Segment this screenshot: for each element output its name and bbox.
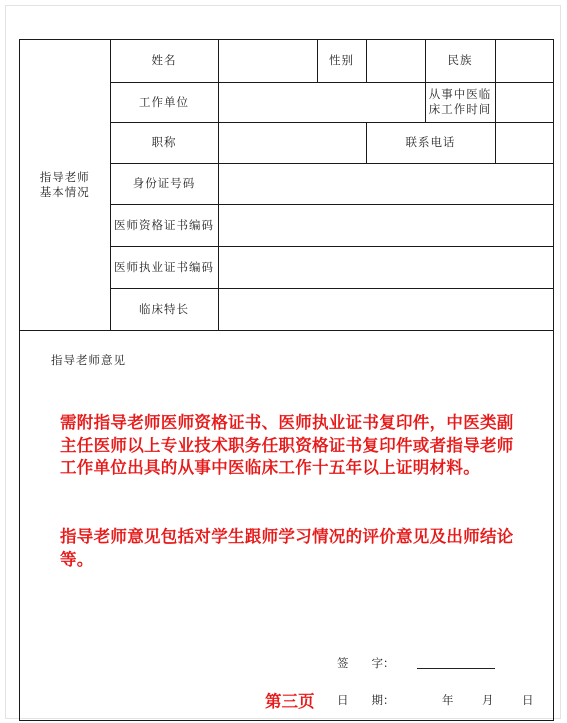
year-label: 年: [442, 693, 454, 707]
specialty-label: 临床特长: [110, 288, 218, 330]
tcm-years-label: 从事中医临 床工作时间: [425, 82, 495, 122]
title-label: 职称: [110, 122, 218, 163]
opinion-title: 指导老师意见: [51, 353, 126, 367]
qualification-cert-field[interactable]: [218, 204, 553, 246]
section-label-basic-info: 指导老师 基本情况: [20, 40, 110, 330]
work-unit-label: 工作单位: [110, 82, 218, 122]
note-paragraph-1: 需附指导老师医师资格证书、医师执业证书复印件，中医类副主任医师以上专业技术职务任职资格证书复印件或者指导老师工作单位出具的从事中医临床工作十五年以上证明材料。: [60, 413, 514, 477]
month-label: 月: [482, 693, 494, 707]
basic-info-table: [20, 40, 553, 331]
ethnicity-field[interactable]: [495, 40, 553, 82]
ethnicity-label: 民族: [425, 40, 495, 82]
tcm-years-field[interactable]: [495, 82, 553, 122]
opinion-section: [20, 330, 553, 720]
specialty-field[interactable]: [218, 288, 553, 330]
signature-label: 签 字：: [337, 656, 395, 670]
date-label: 日 期：: [337, 693, 395, 707]
signature-line[interactable]: [417, 668, 495, 669]
gender-field[interactable]: [366, 40, 425, 82]
note-paragraph-2: 指导老师意见包括对学生跟师学习情况的评价意见及出师结论等。: [60, 527, 514, 569]
id-number-field[interactable]: [218, 163, 553, 204]
page-sheet: [5, 5, 561, 719]
gender-label: 性别: [317, 40, 366, 82]
name-label: 姓名: [110, 40, 218, 82]
phone-label: 联系电话: [366, 122, 495, 163]
name-field[interactable]: [218, 40, 317, 82]
mentor-form: [19, 39, 554, 721]
title-field[interactable]: [218, 122, 366, 163]
day-label: 日: [522, 693, 534, 707]
page-label: 第三页: [265, 692, 315, 711]
practice-cert-label: 医师执业证书编码: [110, 246, 218, 288]
phone-field[interactable]: [495, 122, 553, 163]
work-unit-field[interactable]: [218, 82, 425, 122]
id-number-label: 身份证号码: [110, 163, 218, 204]
qualification-cert-label: 医师资格证书编码: [110, 204, 218, 246]
practice-cert-field[interactable]: [218, 246, 553, 288]
